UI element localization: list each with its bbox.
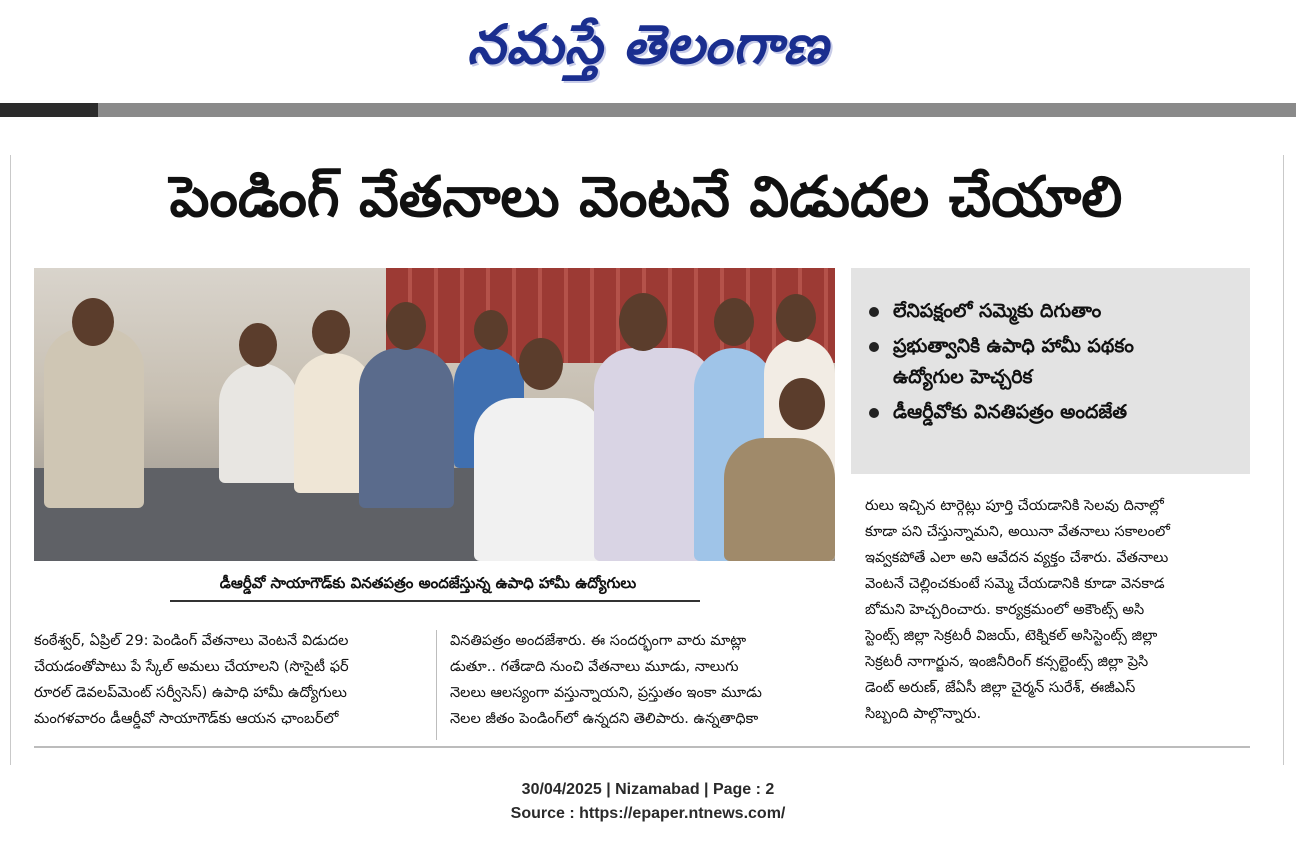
article-line: కూడా పని చేస్తున్నామని, అయినా వేతనాలు సకాలంలో bbox=[865, 524, 1170, 540]
photo-person-head bbox=[519, 338, 563, 390]
photo-person bbox=[219, 363, 299, 483]
article-photo bbox=[34, 268, 835, 561]
article-column-2 bbox=[450, 628, 840, 732]
article-line: మంగళవారం డీఆర్డీవో సాయాగౌడ్‌కు ఆయన ఛాంబర్‌లో bbox=[34, 711, 339, 727]
article-line: సిబ్బంది పాల్గొన్నారు. bbox=[865, 706, 982, 722]
source-link[interactable]: Source : https://epaper.ntnews.com/ bbox=[510, 805, 786, 822]
masthead-divider bbox=[0, 103, 1296, 117]
article-line: డుతూ.. గతేడాది నుంచి వేతనాలు మూడు, నాలుగు bbox=[450, 659, 739, 675]
article-line: సెక్రటరీ నాగార్జున, ఇంజినీరింగ్ కన్సల్టెంట్స్ జిల్లా ప్రెసి bbox=[865, 654, 1149, 670]
photo-person bbox=[44, 328, 144, 508]
article-line: నెలలు ఆలస్యంగా వస్తున్నాయని, ప్రస్తుతం ఇంకా మూడు bbox=[450, 685, 762, 701]
caption-underline bbox=[170, 600, 700, 602]
article-line: వెంటనే చెల్లించకుంటే సమ్మె చేయడానికి కూడా వెనకాడ bbox=[865, 576, 1165, 592]
photo-person-head bbox=[386, 302, 426, 350]
article-headline: పెండింగ్ వేతనాలు వెంటనే విడుదల చేయాలి bbox=[169, 165, 1123, 230]
highlights-list bbox=[851, 268, 1250, 428]
article-line: కంఠేశ్వర్, ఏప్రిల్ 29: పెండింగ్ వేతనాలు వెంటనే విడుదల bbox=[34, 633, 349, 649]
article-line: బోమని హెచ్చరించారు. కార్యక్రమంలో అకౌంట్స్ అసి bbox=[865, 602, 1145, 618]
photo-person-head bbox=[776, 294, 816, 342]
masthead-divider-accent bbox=[0, 103, 98, 117]
article-line: డెంట్ అరుణ్, జేఏసీ జిల్లా చైర్మన్ సురేశ్, ఈజీఎస్ bbox=[865, 680, 1136, 696]
highlight-item bbox=[869, 331, 1250, 393]
photo-person-head bbox=[239, 323, 277, 367]
highlight-text: ప్రభుత్వానికి ఉపాధి హామీ పథకం bbox=[893, 335, 1134, 357]
photo-person-head bbox=[714, 298, 754, 346]
edition-info: 30/04/2025 | Nizamabad | Page : 2 bbox=[521, 781, 775, 798]
bullet-icon bbox=[869, 342, 879, 352]
photo-person-head bbox=[312, 310, 350, 354]
photo-person-head bbox=[779, 378, 825, 430]
page-footer bbox=[0, 778, 1296, 826]
highlight-text-continued: ఉద్యోగుల హెచ్చరిక bbox=[893, 366, 1033, 388]
bullet-icon bbox=[869, 408, 879, 418]
photo-person-head bbox=[72, 298, 114, 346]
article-bottom-rule bbox=[34, 746, 1250, 748]
article-line: నెలల జీతం పెండింగ్‌లో ఉన్నదని తెలిపారు. ఉన్నతాధికా bbox=[450, 711, 759, 727]
photo-background-wall bbox=[386, 268, 835, 363]
article-column-3 bbox=[865, 493, 1253, 727]
article-line: చేయడంతోపాటు పే స్కేల్ అమలు చేయాలని (సొసైటీ ఫర్ bbox=[34, 659, 349, 675]
article-line: రులు ఇచ్చిన టార్గెట్లు పూర్తి చేయడానికి సెలవు దినాల్లో bbox=[865, 498, 1164, 514]
newspaper-logo: నమస్తే తెలంగాణ bbox=[467, 12, 829, 76]
highlight-item bbox=[869, 296, 1250, 327]
article-column-1 bbox=[34, 628, 426, 732]
masthead bbox=[0, 0, 1296, 100]
photo-person bbox=[359, 348, 454, 508]
article-line: స్టెంట్స్ జిల్లా సెక్రటరీ విజయ్, టెక్నికల్ అసిస్టెంట్స్ జిల్లా bbox=[865, 628, 1158, 644]
highlight-text: డీఆర్డీవోకు వినతిపత్రం అందజేత bbox=[893, 401, 1128, 423]
highlights-box bbox=[851, 268, 1250, 474]
photo-person bbox=[724, 438, 835, 561]
article-line: రూరల్ డెవలప్‌మెంట్ సర్వీసెస్) ఉపాధి హామీ ఉద్యోగులు bbox=[34, 685, 347, 701]
bullet-icon bbox=[869, 307, 879, 317]
photo-person-head bbox=[619, 293, 667, 351]
highlight-text: లేనిపక్షంలో సమ్మెకు దిగుతాం bbox=[893, 300, 1102, 322]
article-line: ఇవ్వకపోతే ఎలా అని ఆవేదన వ్యక్తం చేశారు. వేతనాలు bbox=[865, 550, 1169, 566]
column-divider bbox=[436, 630, 437, 740]
article-line: వినతిపత్రం అందజేశారు. ఈ సందర్భంగా వారు మాట్లా bbox=[450, 633, 747, 649]
photo-person-head bbox=[474, 310, 508, 350]
photo-person bbox=[474, 398, 604, 561]
highlight-item bbox=[869, 397, 1250, 428]
photo-caption: డీఆర్డీవో సాయాగౌడ్‌కు వినతపత్రం అందజేస్తున్న ఉపాధి హామీ ఉద్యోగులు bbox=[219, 574, 637, 592]
